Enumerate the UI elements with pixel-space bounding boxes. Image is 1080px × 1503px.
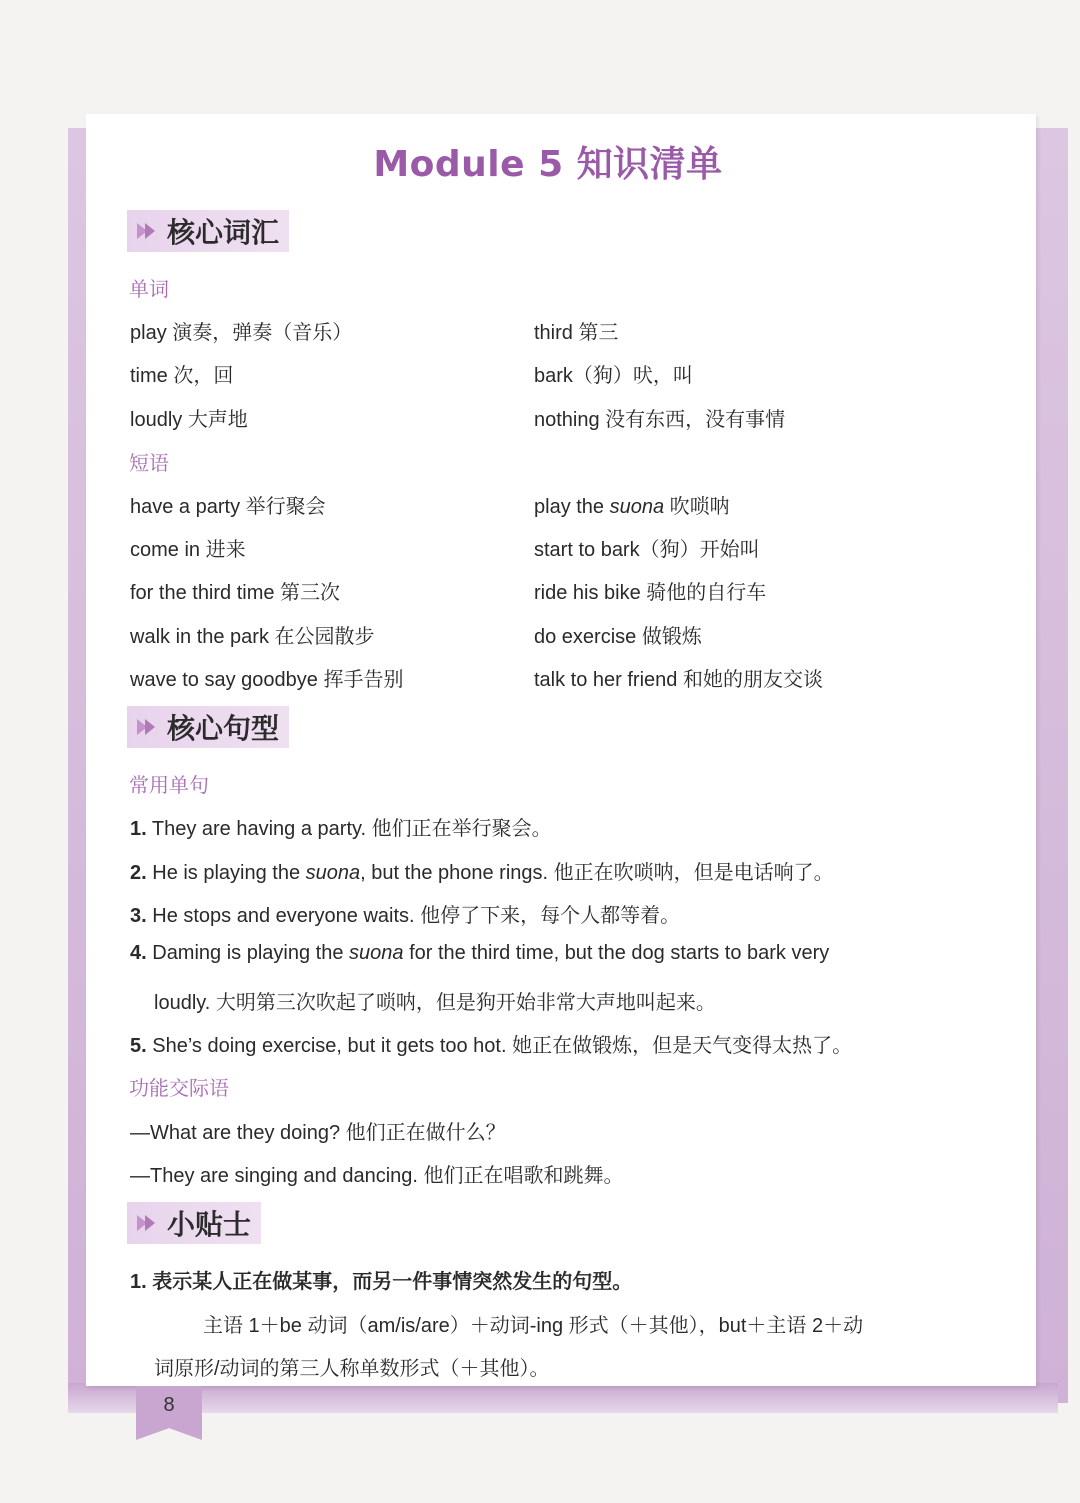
phrase-item: wave to say goodbye 挥手告别 bbox=[130, 669, 404, 691]
tip-body-line: 主语 1＋be 动词（am/is/are）＋动词-ing 形式（＋其他），but＋主语 2＋动 bbox=[203, 1315, 864, 1337]
word-item: play 演奏，弹奏（音乐） bbox=[130, 322, 353, 344]
phrase-item: walk in the park 在公园散步 bbox=[130, 626, 375, 648]
sentence-item: 4. Daming is playing the suona for the third time, but the dog starts to bark very bbox=[130, 942, 830, 964]
section-header-tips bbox=[127, 1202, 261, 1244]
dialog-line: —What are they doing? 他们正在做什么？ bbox=[130, 1122, 506, 1144]
word-item: loudly 大声地 bbox=[130, 409, 248, 431]
phrase-item: have a party 举行聚会 bbox=[130, 496, 326, 518]
sentence-item-continued: loudly. 大明第三次吹起了唢呐，但是狗开始非常大声地叫起来。 bbox=[154, 992, 716, 1014]
page-sheet bbox=[86, 114, 1036, 1386]
phrase-item: start to bark（狗）开始叫 bbox=[534, 539, 760, 561]
functional-label: 功能交际语 bbox=[129, 1076, 229, 1100]
common-sentences-label: 常用单句 bbox=[129, 773, 209, 797]
arrow-icon bbox=[137, 716, 159, 738]
section-title: 小贴士 bbox=[167, 1208, 252, 1241]
word-item: bark（狗）吠，叫 bbox=[534, 365, 693, 387]
phrase-item: ride his bike 骑他的自行车 bbox=[534, 582, 767, 604]
phrase-item: talk to her friend 和她的朋友交谈 bbox=[534, 669, 823, 691]
phrase-item: play the suona 吹唢呐 bbox=[534, 496, 730, 518]
dialog-line: —They are singing and dancing. 他们正在唱歌和跳舞。 bbox=[130, 1165, 624, 1187]
tip-body-line: 词原形/动词的第三人称单数形式（＋其他）。 bbox=[154, 1358, 550, 1380]
word-item: time 次，回 bbox=[130, 365, 234, 387]
sentence-item: 1. They are having a party. 他们正在举行聚会。 bbox=[130, 818, 552, 840]
section-header-vocab bbox=[127, 210, 289, 252]
phrases-label: 短语 bbox=[129, 451, 169, 475]
phrase-item: come in 进来 bbox=[130, 539, 246, 561]
section-header-sentences bbox=[127, 706, 289, 748]
page-title: Module 5 知识清单 bbox=[373, 144, 723, 185]
section-title: 核心句型 bbox=[167, 712, 280, 745]
phrase-item: do exercise 做锻炼 bbox=[534, 626, 702, 648]
word-item: third 第三 bbox=[534, 322, 619, 344]
sentence-item: 3. He stops and everyone waits. 他停了下来，每个人都等着。 bbox=[130, 905, 681, 927]
arrow-icon bbox=[137, 1212, 159, 1234]
word-item: nothing 没有东西，没有事情 bbox=[534, 409, 786, 431]
tip-title: 1. 表示某人正在做某事，而另一件事情突然发生的句型。 bbox=[130, 1271, 633, 1293]
words-label: 单词 bbox=[129, 277, 169, 301]
page-number: 8 bbox=[163, 1394, 175, 1416]
sentence-item: 5. She’s doing exercise, but it gets too hot. 她正在做锻炼，但是天气变得太热了。 bbox=[130, 1035, 853, 1057]
section-title: 核心词汇 bbox=[167, 216, 280, 249]
sentence-item: 2. He is playing the suona, but the phone rings. 他正在吹唢呐，但是电话响了。 bbox=[130, 862, 834, 884]
phrase-item: for the third time 第三次 bbox=[130, 582, 341, 604]
arrow-icon bbox=[137, 220, 159, 242]
page-frame-bottom bbox=[68, 1383, 1058, 1413]
